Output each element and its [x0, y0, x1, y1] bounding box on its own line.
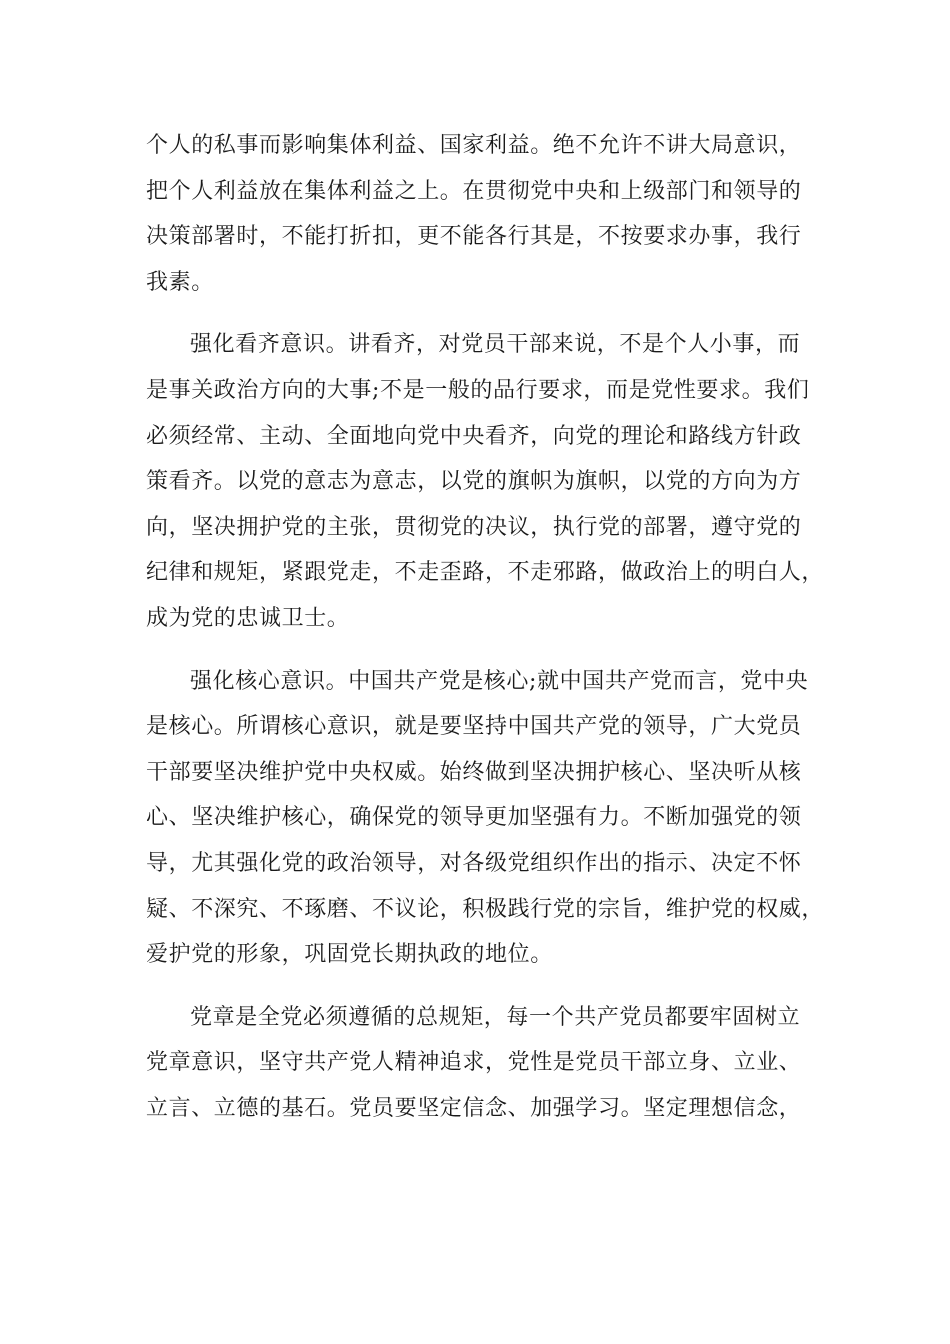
paragraph-2 [146, 322, 825, 641]
paragraph-4 [146, 995, 802, 1132]
text-line: 决策部署时，不能打折扣，更不能各行其是，不按要求办事，我行 [146, 224, 802, 250]
text-line: 党章是全党必须遵循的总规矩，每一个共产党员都要牢固树立 [190, 1004, 801, 1030]
text-line: 导，尤其强化党的政治领导，对各级党组织作出的指示、决定不怀 [146, 850, 802, 876]
text-line: 向，坚决拥护党的主张，贯彻党的决议，执行党的部署，遵守党的 [146, 514, 802, 540]
text-line: 是事关政治方向的大事;不是一般的品行要求，而是党性要求。我们 [146, 377, 810, 403]
text-line: 必须经常、主动、全面地向党中央看齐，向党的理论和路线方针政 [146, 423, 802, 449]
text-line: 策看齐。以党的意志为意志，以党的旗帜为旗帜，以党的方向为方 [146, 469, 802, 495]
text-line: 把个人利益放在集体利益之上。在贯彻党中央和上级部门和领导的 [146, 178, 802, 204]
text-line: 心、坚决维护核心，确保党的领导更加坚强有力。不断加强党的领 [146, 805, 802, 831]
text-line: 立言、立德的基石。党员要坚定信念、加强学习。坚定理想信念， [146, 1095, 802, 1121]
text-line: 强化看齐意识。讲看齐，对党员干部来说，不是个人小事，而 [190, 332, 801, 358]
text-line: 是核心。所谓核心意识，就是要坚持中国共产党的领导，广大党员 [146, 714, 802, 740]
text-line: 爱护党的形象，巩固党长期执政的地位。 [146, 942, 553, 968]
text-line: 强化核心意识。中国共产党是核心;就中国共产党而言，党中央 [190, 668, 809, 694]
text-line: 党章意识，坚守共产党人精神追求，党性是党员干部立身、立业、 [146, 1050, 802, 1076]
text-line: 纪律和规矩，紧跟党走，不走歪路，不走邪路，做政治上的明白人， [146, 560, 825, 586]
text-line: 疑、不深究、不琢磨、不议论，积极践行党的宗旨，维护党的权威， [146, 896, 825, 922]
paragraph-3 [146, 659, 825, 978]
document-body [146, 123, 825, 1148]
text-line: 干部要坚决维护党中央权威。始终做到坚决拥护核心、坚决听从核 [146, 759, 802, 785]
text-line: 我素。 [146, 269, 214, 295]
text-line: 个人的私事而影响集体利益、国家利益。绝不允许不讲大局意识， [146, 133, 802, 158]
paragraph-1 [146, 123, 802, 305]
text-line: 成为党的忠诚卫士。 [146, 605, 350, 631]
